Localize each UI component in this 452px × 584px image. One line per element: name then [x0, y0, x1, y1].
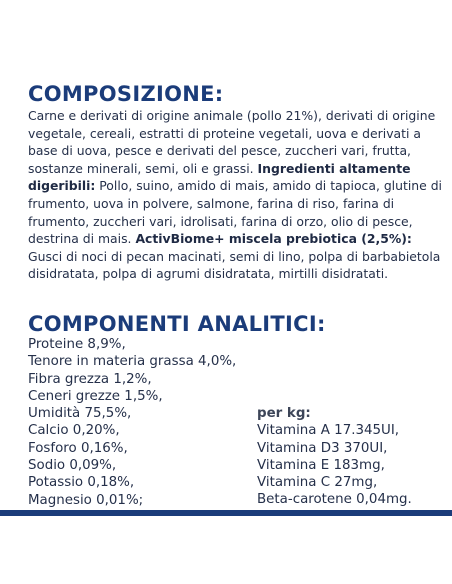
analytical-item: Fosforo 0,16%,: [28, 440, 128, 456]
vitamin-item: Vitamina D3 370UI,: [257, 440, 388, 456]
activbiome-text: Gusci di noci di pecan macinati, semi di lino, polpa di barbabietola disidratata, polpa di agrumi disidratata, mirtilli disidratati.: [28, 248, 441, 282]
analytical-item: Magnesio 0,01%;: [28, 492, 144, 508]
analytical-item: Fibra grezza 1,2%,: [28, 371, 152, 387]
vitamin-item: Vitamina C 27mg,: [257, 475, 378, 491]
digestible-label: Ingredienti altamente digeribili:: [28, 160, 411, 194]
analytical-item: Ceneri grezze 1,5%,: [28, 388, 163, 404]
vitamin-item: Beta-carotene 0,04mg.: [257, 492, 412, 508]
analytical-item: Potassio 0,18%,: [28, 475, 135, 491]
composition-intro: Carne e derivati di origine animale (pollo 21%), derivati di origine vegetale, cereali, estratti di proteine vegetali, uova e derivati a base di uova, pesce e derivati del pesce, zuccheri vari, frutta, sostanze minerali, semi, oli e grassi.: [28, 108, 436, 176]
bottom-divider-bar: [0, 510, 452, 516]
activbiome-label: ActivBiome+ miscela prebiotica (2,5%):: [135, 231, 412, 247]
per-kg-label: per kg:: [257, 406, 311, 421]
composition-paragraph: [28, 107, 448, 283]
analytical-item: Tenore in materia grassa 4,0%,: [28, 354, 237, 370]
analytical-heading: COMPONENTI ANALITICI:: [28, 312, 326, 336]
digestible-text: Pollo, suino, amido di mais, amido di tapioca, glutine di frumento, uova in polvere, salmone, farina di riso, farina di frumento, zuccheri vari, idrolisati, farina di orzo, olio di pesce, destrina di mais.: [28, 178, 442, 247]
analytical-item: Calcio 0,20%,: [28, 423, 120, 439]
analytical-list: [28, 336, 258, 509]
vitamin-item: Vitamina E 183mg,: [257, 457, 385, 473]
analytical-item: Umidità 75,5%,: [28, 406, 132, 422]
per-kg-list: [257, 405, 447, 509]
analytical-item: Proteine 8,9%,: [28, 337, 126, 352]
composition-text: [28, 107, 448, 283]
analytical-item: Sodio 0,09%,: [28, 458, 117, 474]
composition-heading: COMPOSIZIONE:: [28, 82, 224, 106]
vitamin-item: Vitamina A 17.345UI,: [257, 423, 400, 439]
